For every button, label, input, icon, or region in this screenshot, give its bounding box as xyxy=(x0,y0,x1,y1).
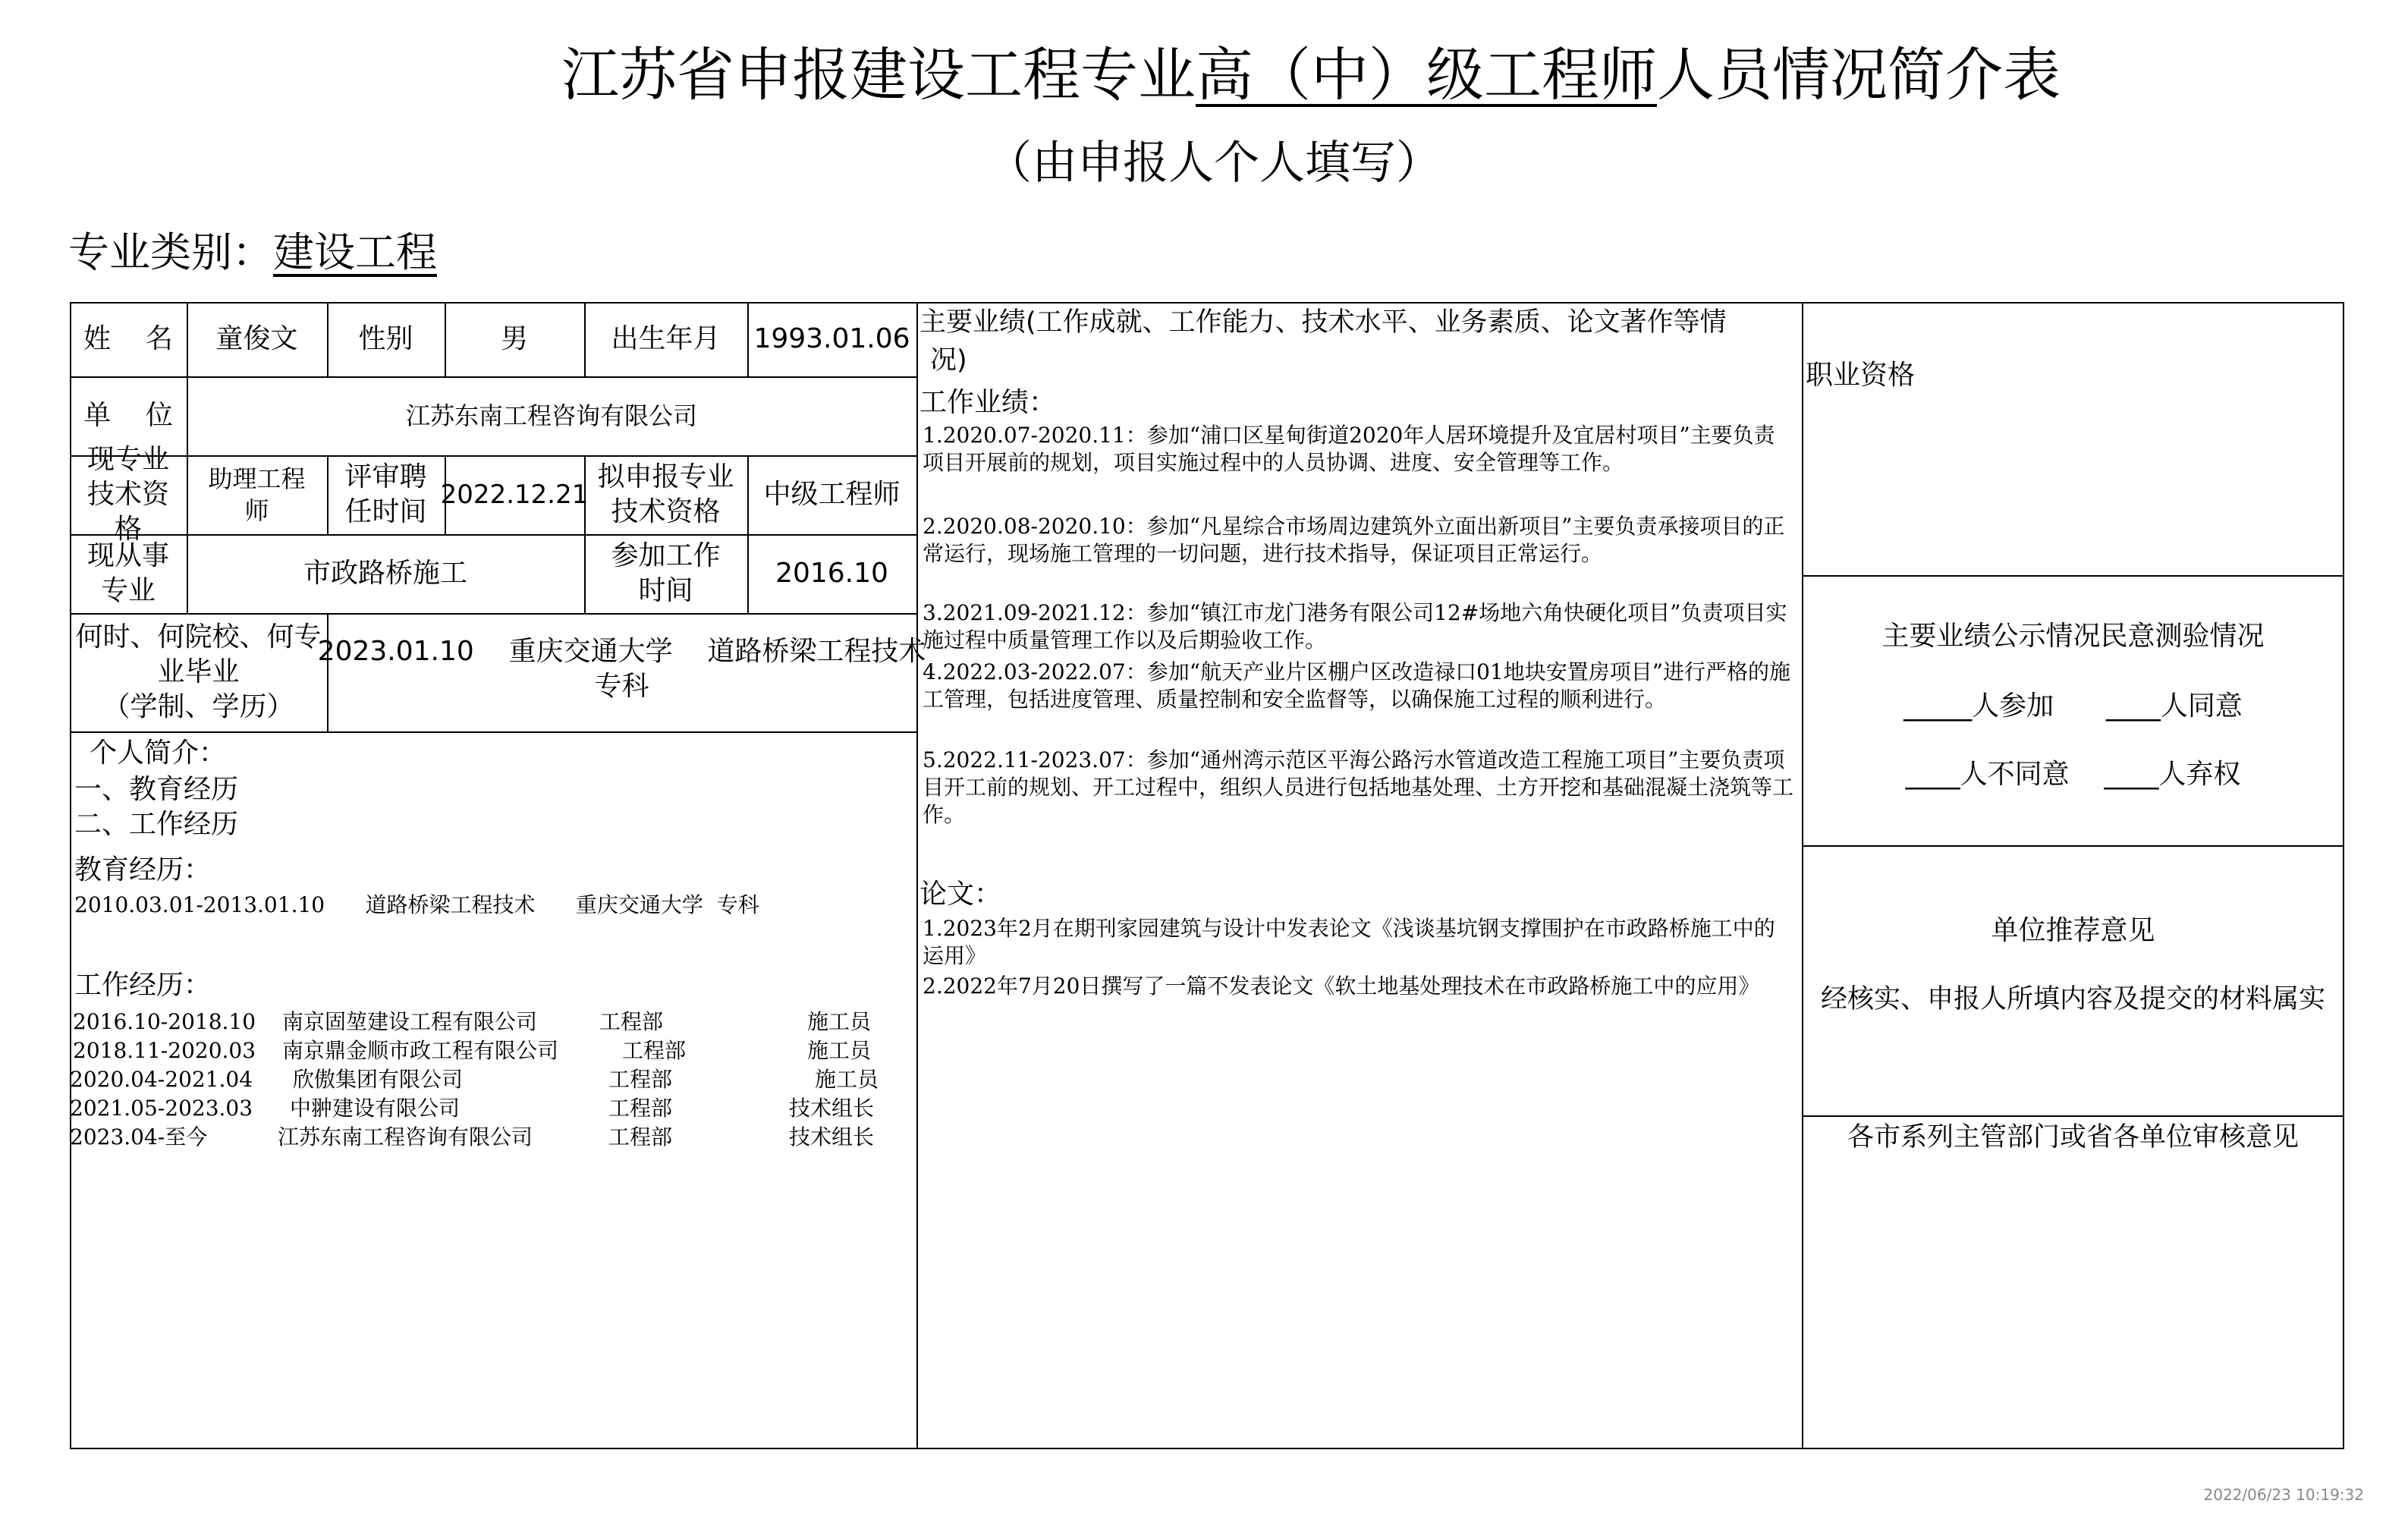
work-period: 2020.04-2021.04 xyxy=(70,1067,253,1092)
work-start-value: 2016.10 xyxy=(775,558,888,589)
label-line: 时间 xyxy=(638,575,693,606)
apply-qualification-value: 中级工程师 xyxy=(763,479,901,510)
qualification-label: 职业资格 xyxy=(1806,360,1916,391)
achievements-heading-line1: 主要业绩(工作成就、工作能力、技术水平、业务素质、论文著作等情 xyxy=(920,307,1727,338)
list-item: 2.2020.08-2020.10：参加“凡星综合市场周边建筑外立面出新项目”主要负责承接项目的正常运行，现场施工管理的一切问题，进行技术指导，保证项目正常运行。 xyxy=(923,514,1785,566)
work-dept: 工程部 xyxy=(608,1124,673,1150)
list-item: 1.2023年2月在期刊家园建筑与设计中发表论文《浅谈基坑钢支撑围护在市政路桥施工中的运用》 xyxy=(923,916,1775,968)
title-part2: 高（中）级工程师 xyxy=(1196,41,1657,109)
name-value: 童俊文 xyxy=(215,323,298,354)
work-company: 江苏东南工程咨询有限公司 xyxy=(278,1124,533,1150)
label-line: （学制、学历） xyxy=(102,691,294,722)
work-company: 中翀建设有限公司 xyxy=(290,1096,461,1121)
work-period: 2021.05-2023.03 xyxy=(70,1096,253,1121)
work-role: 施工员 xyxy=(807,1009,872,1034)
work-dept: 工程部 xyxy=(599,1009,664,1034)
title-part1: 江苏省申报建设工程专业 xyxy=(561,41,1196,109)
work-role: 施工员 xyxy=(815,1067,879,1092)
label-line: 技术资格 xyxy=(86,479,169,545)
work-role: 施工员 xyxy=(807,1038,872,1063)
value-line: 助理工程 xyxy=(208,464,306,493)
achievements-heading-line2: 况) xyxy=(930,345,967,376)
profile-item-work: 二、工作经历 xyxy=(74,809,239,840)
unit-opinion-text: 经核实、申报人所填内容及提交的材料属实 xyxy=(1820,984,2325,1014)
label-line: 技术资格 xyxy=(611,496,721,527)
birth-value: 1993.01.06 xyxy=(753,323,910,354)
category-value: 建设工程 xyxy=(273,228,437,276)
label-line: 何时、何院校、何专 xyxy=(75,621,322,653)
work-company: 南京鼎金顺市政工程有限公司 xyxy=(282,1038,559,1063)
profile-item-education: 一、教育经历 xyxy=(74,774,239,805)
review-time-value: 2022.12.21 xyxy=(440,480,589,510)
department-opinion-title: 各市系列主管部门或省各单位审核意见 xyxy=(1847,1122,2299,1153)
current-major-value: 市政路桥施工 xyxy=(303,558,467,589)
current-major-label xyxy=(70,534,187,613)
education-row: 2010.03.01-2013.01.10 道路桥梁工程技术 重庆交通大学 专科 xyxy=(74,892,759,917)
value-line: 师 xyxy=(244,496,269,525)
list-item: 1.2020.07-2020.11：参加“浦口区星甸街道2020年人居环境提升及宜居村项目”主要负责项目开展前的规划，项目实施过程中的人员协调、进度、安全管理等工作。 xyxy=(923,423,1775,475)
page-title xyxy=(561,33,2061,117)
poll-line-2: ____人不同意 ____人弃权 xyxy=(1905,759,2241,790)
unit-opinion-title: 单位推荐意见 xyxy=(1991,915,2155,946)
gender-value: 男 xyxy=(500,323,528,354)
column-divider-left xyxy=(916,302,918,1449)
label-line: 参加工作 xyxy=(611,540,721,571)
papers-heading: 论文： xyxy=(920,879,1002,910)
label-line: 专业 xyxy=(100,575,156,606)
gender-label: 性别 xyxy=(358,323,413,354)
work-achievements-heading: 工作业绩： xyxy=(920,387,1057,418)
graduation-value xyxy=(317,613,926,731)
work-start-label xyxy=(584,534,747,613)
row-line xyxy=(1802,1115,2344,1117)
work-period: 2023.04-至今 xyxy=(70,1124,208,1150)
birth-label: 出生年月 xyxy=(611,323,721,354)
work-dept: 工程部 xyxy=(608,1096,673,1121)
label-line: 拟申报专业 xyxy=(597,461,734,492)
label-line: 任时间 xyxy=(344,496,427,527)
row-line xyxy=(70,731,916,733)
work-company: 欣傲集团有限公司 xyxy=(293,1067,464,1092)
label-line: 业毕业 xyxy=(157,656,240,687)
list-item: 5.2022.11-2023.07：参加“通州湾示范区平海公路污水管道改造工程施工项目”主要负责项目开工前的规划、开工过程中，组织人员进行包括地基处理、土方开挖和基础混凝土浇筑等工作。 xyxy=(923,747,1794,827)
value-line: 2023.01.10 重庆交通大学 道路桥梁工程技术 xyxy=(317,636,926,667)
category-line xyxy=(68,222,437,284)
current-qualification-label xyxy=(70,444,187,545)
work-period: 2016.10-2018.10 xyxy=(73,1009,256,1034)
title-part3: 人员情况简介表 xyxy=(1657,41,2061,109)
unit-value: 江苏东南工程咨询有限公司 xyxy=(405,401,697,430)
name-label: 姓 名 xyxy=(83,323,173,354)
current-qualification-value xyxy=(187,455,327,534)
profile-heading: 个人简介： xyxy=(90,738,227,769)
work-dept: 工程部 xyxy=(608,1067,673,1092)
row-line xyxy=(1802,575,2344,577)
category-label: 专业类别： xyxy=(68,228,273,276)
value-line: 专科 xyxy=(594,671,649,702)
work-dept: 工程部 xyxy=(622,1038,687,1063)
column-divider-right xyxy=(1802,302,1803,1449)
work-history-heading: 工作经历： xyxy=(74,970,212,1001)
list-item: 4.2022.03-2022.07：参加“航天产业片区棚户区改造禄口01地块安置房项目”进行严格的施工管理，包括进度管理、质量控制和安全监督等，以确保施工过程的顺利进行。 xyxy=(923,659,1791,712)
label-line: 现专业 xyxy=(86,444,169,475)
unit-label: 单 位 xyxy=(83,400,173,431)
poll-line-1: _____人参加 ____人同意 xyxy=(1903,690,2243,722)
apply-qualification-label xyxy=(584,455,747,534)
review-time-label xyxy=(327,455,445,534)
work-role: 技术组长 xyxy=(789,1124,875,1150)
work-role: 技术组长 xyxy=(789,1096,875,1121)
row-line xyxy=(1802,845,2344,847)
label-line: 评审聘 xyxy=(344,461,427,492)
timestamp: 2022/06/23 10:19:32 xyxy=(2203,1486,2364,1504)
page-subtitle: （由申报人个人填写） xyxy=(986,137,1441,190)
education-heading: 教育经历： xyxy=(74,854,212,885)
list-item: 3.2021.09-2021.12：参加“镇江市龙门港务有限公司12#场地六角快硬化项目”负责项目实施过程中质量管理工作以及后期验收工作。 xyxy=(923,600,1787,653)
label-line: 现从事 xyxy=(86,540,169,571)
list-item: 2.2022年7月20日撰写了一篇不发表论文《软土地基处理技术在市政路桥施工中的应用》 xyxy=(923,973,1760,999)
work-company: 南京固堃建设工程有限公司 xyxy=(282,1009,538,1034)
graduation-label xyxy=(70,613,327,731)
work-period: 2018.11-2020.03 xyxy=(73,1038,256,1063)
poll-title: 主要业绩公示情况民意测验情况 xyxy=(1881,621,2265,652)
